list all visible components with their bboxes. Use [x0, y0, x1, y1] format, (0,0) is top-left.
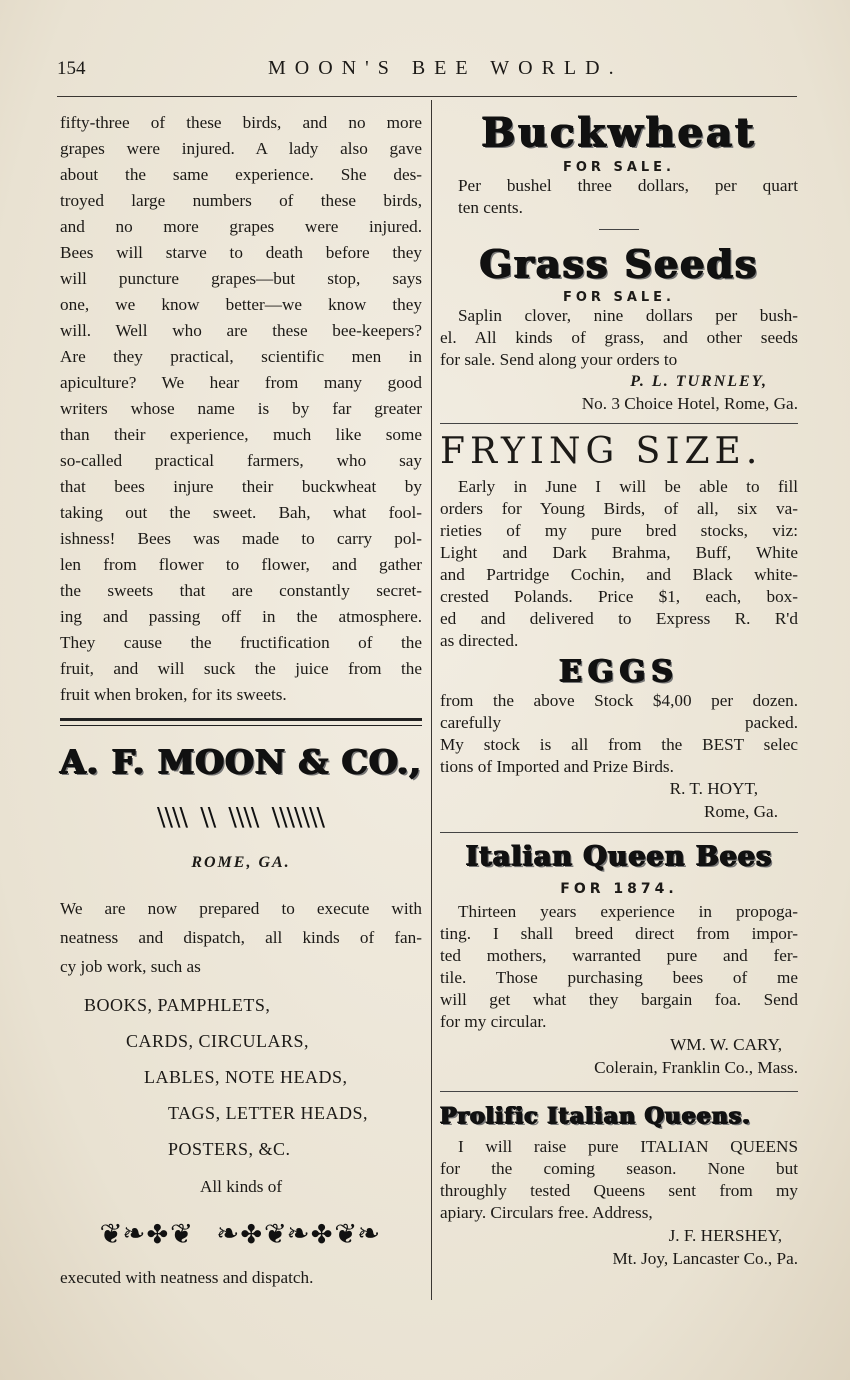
frying-line: orders for Young Birds, of all, six va-	[440, 499, 798, 518]
article-line: fruit when broken, for its sweets.	[60, 685, 287, 704]
grass-line: Saplin clover, nine dollars per bush-	[458, 306, 798, 325]
grass-seeds-signature: P. L. TURNLEY,	[630, 373, 768, 390]
italian-queen-bees-text	[440, 901, 798, 1033]
frying-size-ad	[440, 428, 798, 824]
italian-queen-bees-subtitle: FOR 1874.	[560, 881, 678, 897]
prolific-line: for the coming season. None but	[440, 1159, 798, 1178]
article-line: Are they practical, scientific men in	[60, 347, 422, 366]
ad-intro-line: cy job work, such as	[60, 957, 201, 976]
ad-intro	[60, 894, 422, 981]
hoyt-address: Rome, Ga.	[704, 802, 778, 821]
left-column	[60, 110, 422, 1291]
right-column	[440, 110, 798, 1270]
article-line: so-called practical farmers, who say	[60, 451, 422, 470]
cary-signature: WM. W. CARY,	[670, 1035, 782, 1054]
article-line: troyed large numbers of these birds,	[60, 191, 422, 210]
frying-size-title: FRYING SIZE.	[440, 431, 763, 472]
ad-item: TAGS, LETTER HEADS,	[168, 1103, 369, 1123]
article-line: ing and passing off in the atmosphere.	[60, 607, 422, 626]
moon-ad	[60, 740, 422, 1291]
article-line: and no more grapes were injured.	[60, 217, 422, 236]
grass-line: el. All kinds of grass, and other seeds	[440, 328, 798, 347]
italian-line: for my circular.	[440, 1012, 547, 1031]
article-line: about the same experience. She des-	[60, 165, 422, 184]
eggs-line: tions of Imported and Prize Birds.	[440, 757, 674, 776]
company-name: A. F. MOON & CO.,	[60, 742, 422, 781]
buckwheat-line: ten cents.	[458, 198, 523, 217]
buckwheat-ad	[440, 110, 798, 230]
italian-queen-bees-title: Italian Queen Bees	[465, 841, 773, 872]
article-line: will. Well who are these bee-keepers?	[60, 321, 422, 340]
ad-items	[60, 987, 422, 1167]
frying-line: rieties of my pure bred stocks, viz:	[440, 521, 798, 540]
ad-location: ROME, GA.	[191, 854, 291, 871]
article-line: that bees injure their buckwheat by	[60, 477, 422, 496]
prolific-title: Prolific Italian Queens.	[440, 1103, 751, 1129]
column-divider	[431, 100, 432, 1300]
italian-line: tile. Those purchasing bees of me	[440, 968, 798, 987]
grass-seeds-title: Grass Seeds	[479, 241, 759, 286]
article-line: len from flower to flower, and gather	[60, 555, 422, 574]
grass-seeds-text	[440, 305, 798, 371]
prolific-text	[440, 1136, 798, 1224]
buckwheat-text	[440, 175, 798, 219]
article-line: grapes were injured. A lady also gave	[60, 139, 422, 158]
article-line: writers whose name is by far greater	[60, 399, 422, 418]
ad-item: CARDS, CIRCULARS,	[126, 1031, 310, 1051]
prolific-line: I will raise pure ITALIAN QUEENS	[458, 1137, 798, 1156]
ad-item: POSTERS, &C.	[168, 1139, 291, 1159]
frying-line: ed and delivered to Express R. R'd	[440, 609, 798, 628]
grass-seeds-subtitle: FOR SALE.	[563, 290, 675, 305]
prolific-line: apiary. Circulars free. Address,	[440, 1203, 653, 1222]
section-rule	[60, 718, 422, 726]
section-rule	[440, 832, 798, 833]
article-line: one, we know better—we know they	[60, 295, 422, 314]
article-line: fruit, and will suck the juice from the	[60, 659, 422, 678]
hoyt-signature: R. T. HOYT,	[669, 779, 758, 798]
section-rule	[440, 1091, 798, 1092]
article-line: They cause the fructification of the	[60, 633, 422, 652]
section-rule	[440, 423, 798, 424]
eggs-line: from the above Stock $4,00 per dozen.	[440, 691, 798, 710]
cary-address: Colerain, Franklin Co., Mass.	[594, 1058, 798, 1077]
frying-line: as directed.	[440, 631, 519, 650]
frying-line: crested Polands. Price $1, each, box-	[440, 587, 798, 606]
ad-intro-line: We are now prepared to execute with	[60, 899, 422, 918]
buckwheat-subtitle: FOR SALE.	[563, 160, 675, 175]
grass-seeds-ad	[440, 240, 798, 415]
buckwheat-line: Per bushel three dollars, per quart	[458, 176, 798, 195]
article-line: than their experience, much like some	[60, 425, 422, 444]
eggs-text	[440, 690, 798, 778]
article-line: the sweets that are constantly secret-	[60, 581, 422, 600]
italian-line: ting. I shall breed direct from impor-	[440, 924, 798, 943]
frying-size-text	[440, 476, 798, 652]
italian-queen-bees-ad	[440, 835, 798, 1079]
article-line: fifty-three of these birds, and no more	[60, 113, 422, 132]
page-number: 154	[57, 58, 86, 79]
hershey-address: Mt. Joy, Lancaster Co., Pa.	[612, 1249, 798, 1268]
prolific-line: throughly tested Queens sent from my	[440, 1181, 798, 1200]
frying-line: and Partridge Cochin, and Black white-	[440, 565, 798, 584]
prolific-italian-queens-ad	[440, 1096, 798, 1270]
article-line: Bees will starve to death before they	[60, 243, 422, 262]
grass-line: for sale. Send along your orders to	[440, 350, 678, 369]
buckwheat-title: Buckwheat	[481, 109, 757, 156]
ad-item: LABLES, NOTE HEADS,	[144, 1067, 348, 1087]
eggs-title: EGGS	[559, 654, 679, 689]
all-kinds-label: All kinds of	[199, 1177, 283, 1196]
ornamental-printing-line: ❦❧✤❦ ❧✤❦❧✤❦❧	[100, 1212, 382, 1252]
eggs-line: carefully packed.	[440, 713, 798, 732]
ad-closing: executed with neatness and dispatch.	[60, 1268, 314, 1287]
ad-intro-line: neatness and dispatch, all kinds of fan-	[60, 928, 422, 947]
italian-line: will get what they bargain foa. Send	[440, 990, 798, 1009]
hershey-signature: J. F. HERSHEY,	[668, 1226, 782, 1245]
italian-line: ted mothers, warranted pure and fer-	[440, 946, 798, 965]
article-line: will puncture grapes—but stop, says	[60, 269, 422, 288]
article-text	[60, 110, 422, 708]
article-line: ishness! Bees was made to carry pol-	[60, 529, 422, 548]
grass-seeds-address: No. 3 Choice Hotel, Rome, Ga.	[581, 394, 798, 413]
header-rule	[57, 96, 797, 97]
running-title: MOON'S BEE WORLD.	[268, 57, 623, 79]
frying-line: Early in June I will be able to fill	[458, 477, 798, 496]
ad-item: BOOKS, PAMPHLETS,	[84, 995, 271, 1015]
article-line: apiculture? We hear from many good	[60, 373, 422, 392]
eggs-line: My stock is all from the BEST selec	[440, 735, 798, 754]
short-rule	[599, 229, 639, 230]
decorative-title-line: ⧹⧹⧹⧹ ⧹⧹ ⧹⧹⧹⧹ ⧹⧹⧹⧹⧹⧹⧹	[157, 806, 325, 831]
italian-line: Thirteen years experience in propoga-	[458, 902, 798, 921]
frying-line: Light and Dark Brahma, Buff, White	[440, 543, 798, 562]
article-line: taking out the sweet. Bah, what fool-	[60, 503, 422, 522]
